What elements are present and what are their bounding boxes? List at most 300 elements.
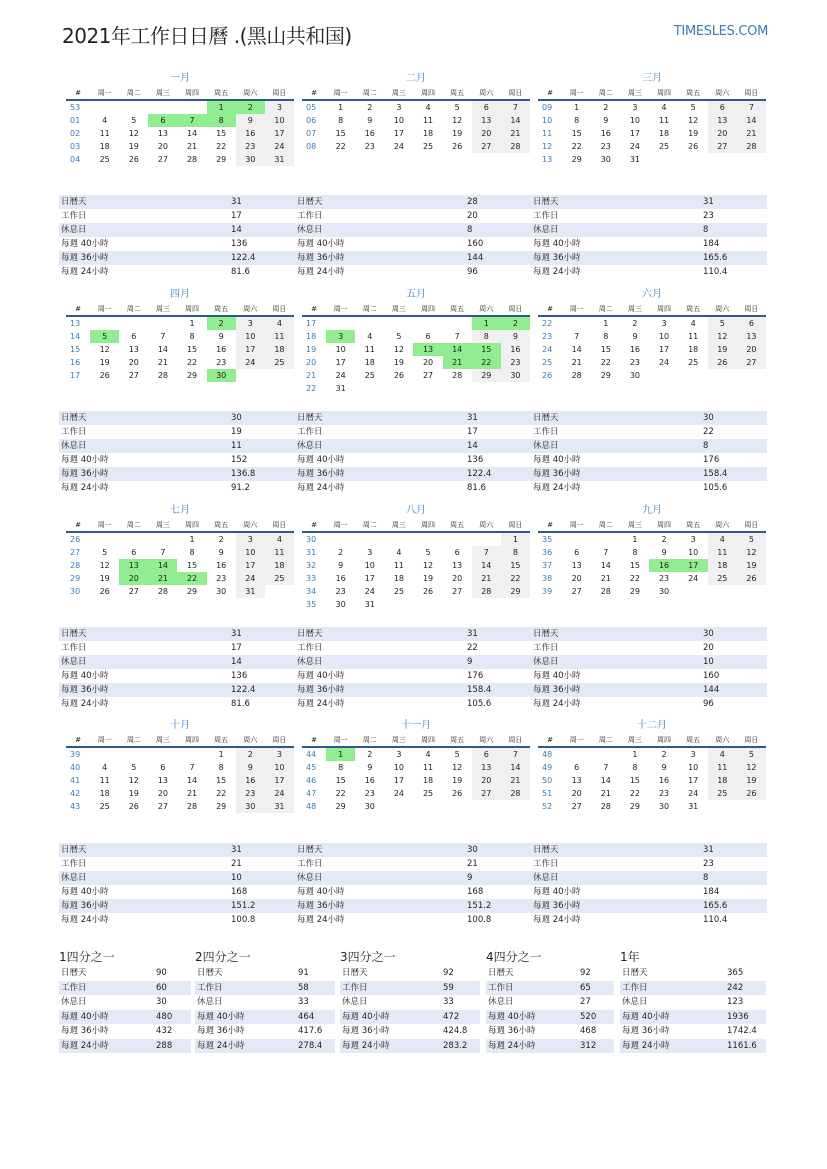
stat-row — [295, 209, 531, 223]
month-stats — [59, 627, 295, 711]
day-cell: 27 — [472, 787, 501, 800]
month-table — [538, 733, 766, 813]
day-cell: 31 — [364, 600, 375, 609]
quarter-title: 3四分之一 — [340, 950, 396, 964]
week-number: 43 — [70, 802, 81, 811]
day-cell: 11 — [99, 129, 110, 138]
stat-row — [295, 425, 531, 439]
day-cell: 17 — [364, 574, 375, 583]
month-title: 一月 — [170, 73, 190, 84]
day-cell: 4 — [661, 103, 667, 112]
stat-row — [340, 981, 480, 996]
stat-value: 242 — [727, 982, 744, 993]
stat-value: 432 — [156, 1026, 173, 1036]
day-cell: 16 — [658, 776, 670, 785]
week-number: 04 — [70, 155, 81, 164]
stat-value: 31 — [703, 197, 714, 207]
weekday-header: 周二 — [355, 733, 384, 747]
day-cell: 10 — [364, 561, 375, 570]
day-cell: 6 — [574, 763, 580, 772]
weekday-header: 周六 — [472, 86, 501, 100]
day-cell: 24 — [236, 356, 265, 369]
day-cell: 2 — [367, 750, 373, 759]
week-number: 17 — [70, 371, 81, 380]
day-cell: 27 — [128, 371, 139, 380]
stat-value: 81.6 — [231, 267, 250, 277]
stat-value: 123 — [727, 997, 744, 1007]
weekday-header: 周一 — [562, 518, 591, 532]
stat-label: 每週 40小時 — [533, 887, 581, 897]
stat-label: 每週 40小時 — [533, 671, 581, 681]
day-cell: 31 — [265, 153, 294, 166]
day-cell: 20 — [128, 358, 139, 367]
day-cell: 22 — [216, 789, 227, 798]
stat-label: 每週 36小時 — [197, 1026, 245, 1036]
week-row — [538, 572, 766, 585]
day-cell: 7 — [454, 332, 460, 341]
page-title: 2021年工作日日曆 .(黑山共和国) — [62, 24, 352, 48]
week-row — [302, 787, 530, 800]
week-number: 45 — [306, 763, 317, 772]
stat-value: 152 — [231, 455, 248, 465]
weekday-header: 周二 — [119, 302, 148, 316]
stat-value: 176 — [703, 455, 720, 465]
week-row — [302, 585, 530, 598]
day-cell: 6 — [131, 548, 137, 557]
stat-label: 日曆天 — [533, 413, 559, 423]
stat-row — [59, 453, 295, 467]
month-calendar — [66, 719, 294, 813]
quarter-title: 1年 — [620, 950, 640, 964]
stat-row — [295, 871, 531, 885]
week-row — [66, 114, 294, 127]
stat-label: 日曆天 — [297, 197, 323, 207]
week-row — [302, 330, 530, 343]
stat-value: 81.6 — [467, 483, 486, 493]
day-cell: 27 — [157, 802, 168, 811]
day-cell — [562, 747, 591, 761]
stat-value: 96 — [703, 699, 714, 709]
month-calendar — [66, 288, 294, 382]
day-cell — [737, 153, 766, 166]
stat-value: 31 — [231, 197, 242, 207]
stat-label: 每週 24小時 — [342, 1040, 390, 1051]
stat-row — [340, 995, 480, 1010]
stat-value: 136.8 — [231, 469, 256, 479]
stat-label: 每週 40小時 — [61, 671, 109, 681]
day-cell: 23 — [236, 787, 265, 800]
week-row — [538, 559, 766, 572]
stat-label: 每週 36小時 — [488, 1026, 536, 1036]
stat-label: 每週 36小時 — [622, 1026, 670, 1036]
stat-label: 日曆天 — [533, 629, 559, 639]
weekday-header: # — [302, 86, 326, 100]
stat-row — [295, 453, 531, 467]
week-number: 19 — [306, 345, 317, 354]
week-row — [538, 585, 766, 598]
week-number: 34 — [306, 587, 317, 596]
day-cell: 8 — [574, 116, 580, 125]
stat-label: 每週 24小時 — [297, 699, 345, 709]
day-cell: 25 — [422, 142, 434, 151]
week-number: 47 — [306, 789, 317, 798]
day-cell: 29 — [571, 155, 582, 164]
weekday-header: 周三 — [620, 302, 649, 316]
stat-row — [531, 265, 767, 279]
stat-value: 136 — [231, 671, 248, 681]
day-cell: 18 — [422, 776, 434, 785]
stat-row — [295, 683, 531, 697]
week-row — [302, 316, 530, 330]
week-row — [302, 369, 530, 382]
week-row — [538, 747, 766, 761]
weekday-header: 周一 — [326, 733, 355, 747]
week-row — [538, 774, 766, 787]
day-cell: 22 — [186, 358, 198, 367]
day-cell: 24 — [393, 142, 404, 151]
day-cell: 6 — [148, 114, 177, 127]
week-number: 50 — [542, 776, 553, 785]
day-cell: 6 — [708, 100, 737, 114]
day-cell — [384, 532, 413, 546]
day-cell: 23 — [236, 140, 265, 153]
weekday-header: 周日 — [265, 86, 294, 100]
day-cell: 24 — [393, 789, 404, 798]
day-cell: 2 — [501, 316, 530, 330]
day-cell: 6 — [737, 316, 766, 330]
day-cell: 17 — [265, 774, 294, 787]
day-cell: 20 — [157, 789, 168, 798]
day-cell: 1 — [189, 535, 195, 544]
week-number: 36 — [542, 548, 553, 557]
month-calendar — [302, 504, 530, 611]
day-cell: 15 — [600, 345, 611, 354]
day-cell: 2 — [632, 319, 638, 328]
day-cell: 28 — [157, 587, 168, 596]
day-cell — [708, 369, 737, 382]
stat-label: 每週 36小時 — [533, 253, 581, 263]
stat-row — [59, 913, 295, 927]
stat-value: 92 — [580, 968, 591, 978]
stat-row — [59, 195, 295, 209]
week-number: 26 — [542, 371, 553, 380]
day-cell: 10 — [393, 763, 404, 772]
stat-value: 23 — [703, 211, 714, 221]
quarter-block — [195, 948, 335, 1053]
day-cell: 15 — [216, 776, 227, 785]
stat-row — [59, 265, 295, 279]
day-cell: 4 — [396, 548, 402, 557]
stat-row — [295, 223, 531, 237]
stat-label: 每週 36小時 — [533, 685, 581, 695]
day-cell: 26 — [737, 787, 766, 800]
stat-value: 278.4 — [298, 1040, 323, 1051]
day-cell — [90, 747, 119, 761]
day-cell: 12 — [99, 345, 110, 354]
day-cell: 8 — [472, 330, 501, 343]
week-number: 11 — [542, 129, 553, 138]
day-cell: 23 — [364, 789, 375, 798]
weekday-header: 周六 — [708, 518, 737, 532]
day-cell — [413, 800, 442, 813]
day-cell: 6 — [574, 548, 580, 557]
stat-label: 休息日 — [61, 873, 87, 883]
day-cell: 11 — [99, 776, 110, 785]
stat-value: 30 — [703, 629, 714, 639]
week-number: 32 — [306, 561, 317, 570]
week-row — [66, 330, 294, 343]
stat-row — [295, 481, 531, 495]
weekday-header: 周六 — [236, 302, 265, 316]
stat-row — [340, 1024, 480, 1039]
week-number: 48 — [306, 802, 317, 811]
week-row — [66, 546, 294, 559]
day-cell: 30 — [236, 800, 265, 813]
weekday-header: 周四 — [177, 302, 206, 316]
stat-row — [59, 209, 295, 223]
day-cell: 3 — [690, 750, 696, 759]
day-cell: 20 — [571, 574, 582, 583]
day-cell — [679, 153, 708, 166]
day-cell: 31 — [629, 155, 640, 164]
day-cell: 2 — [207, 316, 236, 330]
week-number: 53 — [70, 103, 81, 112]
weekday-header: 周四 — [177, 518, 206, 532]
day-cell: 19 — [737, 559, 766, 572]
stat-value: 105.6 — [703, 483, 728, 493]
weekday-header: 周五 — [207, 86, 236, 100]
week-row — [66, 356, 294, 369]
day-cell — [148, 100, 177, 114]
stat-row — [59, 1039, 191, 1054]
day-cell — [737, 800, 766, 813]
month-table — [302, 302, 530, 395]
weekday-header: 周五 — [207, 733, 236, 747]
day-cell: 12 — [452, 116, 463, 125]
stat-row — [340, 1010, 480, 1025]
week-number: 51 — [542, 789, 553, 798]
day-cell: 29 — [335, 802, 346, 811]
stat-value: 30 — [703, 413, 714, 423]
month-calendar — [538, 288, 766, 382]
week-number: 14 — [70, 332, 81, 341]
stat-row — [531, 425, 767, 439]
stat-value: 59 — [443, 982, 454, 993]
stat-label: 日曆天 — [61, 845, 87, 855]
stat-value: 9 — [467, 657, 473, 667]
day-cell: 26 — [128, 802, 139, 811]
day-cell: 18 — [422, 129, 434, 138]
day-cell: 21 — [186, 789, 198, 798]
stat-value: 288 — [156, 1040, 173, 1051]
day-cell: 16 — [629, 345, 640, 354]
stat-value: 8 — [703, 225, 709, 235]
week-number: 22 — [306, 384, 317, 393]
stat-value: 122.4 — [467, 469, 492, 479]
stat-value: 65 — [580, 982, 591, 993]
day-cell: 25 — [364, 371, 375, 380]
day-cell: 26 — [452, 142, 463, 151]
stat-label: 工作日 — [533, 211, 559, 221]
weekday-header: 周四 — [413, 302, 442, 316]
brand-link[interactable]: TIMESLES.COM — [673, 24, 768, 39]
stat-row — [620, 966, 766, 981]
weekday-header: 周四 — [413, 518, 442, 532]
day-cell — [443, 316, 472, 330]
week-row — [302, 800, 530, 813]
stat-value: 23 — [703, 859, 714, 869]
stat-row — [340, 966, 480, 981]
week-row — [538, 369, 766, 382]
day-cell: 6 — [131, 332, 137, 341]
stat-value: 165.6 — [703, 901, 728, 911]
day-cell: 30 — [629, 371, 640, 380]
day-cell — [591, 747, 620, 761]
week-number: 09 — [542, 103, 553, 112]
week-number: 27 — [70, 548, 81, 557]
day-cell: 27 — [472, 140, 501, 153]
month-title: 九月 — [642, 505, 662, 516]
stat-label: 日曆天 — [297, 413, 323, 423]
month-table — [66, 86, 294, 166]
week-row — [302, 140, 530, 153]
day-cell: 8 — [338, 116, 344, 125]
stat-row — [295, 627, 531, 641]
week-row — [538, 532, 766, 546]
day-cell — [119, 100, 148, 114]
day-cell: 9 — [661, 763, 667, 772]
week-number: 52 — [542, 802, 553, 811]
week-row — [66, 153, 294, 166]
stat-value: 122.4 — [231, 253, 256, 263]
day-cell: 11 — [265, 330, 294, 343]
stat-row — [295, 439, 531, 453]
month-title: 八月 — [406, 505, 426, 516]
day-cell: 7 — [574, 332, 580, 341]
stat-value: 10 — [231, 873, 242, 883]
day-cell: 6 — [425, 332, 431, 341]
weekday-header: 周日 — [737, 733, 766, 747]
month-table — [538, 302, 766, 382]
day-cell: 5 — [454, 750, 460, 759]
stat-label: 休息日 — [297, 441, 323, 451]
day-cell: 28 — [600, 587, 611, 596]
weekday-header: # — [66, 733, 90, 747]
weekday-header: 周日 — [265, 518, 294, 532]
day-cell: 10 — [335, 345, 346, 354]
day-cell: 21 — [600, 574, 611, 583]
weekday-header: 周三 — [148, 302, 177, 316]
stat-label: 工作日 — [533, 427, 559, 437]
day-cell: 23 — [364, 142, 375, 151]
weekday-header: 周五 — [679, 733, 708, 747]
day-cell — [649, 369, 678, 382]
month-title: 二月 — [406, 73, 426, 84]
day-cell: 21 — [157, 358, 168, 367]
stat-value: 122.4 — [231, 685, 256, 695]
stat-value: 365 — [727, 968, 744, 978]
day-cell: 5 — [737, 747, 766, 761]
day-cell: 13 — [571, 561, 582, 570]
stat-value: 168 — [231, 887, 248, 897]
day-cell: 29 — [186, 371, 198, 380]
stat-row — [195, 981, 335, 996]
weekday-header: 周日 — [737, 518, 766, 532]
day-cell — [443, 382, 472, 395]
day-cell — [413, 532, 442, 546]
day-cell: 19 — [422, 574, 434, 583]
day-cell: 3 — [265, 100, 294, 114]
month-stats — [295, 411, 531, 495]
stat-row — [59, 411, 295, 425]
stat-value: 8 — [703, 873, 709, 883]
day-cell: 7 — [160, 548, 166, 557]
month-table — [538, 86, 766, 166]
stat-row — [59, 223, 295, 237]
week-row — [66, 747, 294, 761]
stat-row — [59, 669, 295, 683]
day-cell: 30 — [364, 802, 375, 811]
weekday-header: 周四 — [649, 733, 678, 747]
day-cell — [708, 585, 737, 598]
day-cell: 15 — [629, 561, 640, 570]
stat-label: 工作日 — [61, 427, 87, 437]
day-cell: 9 — [236, 761, 265, 774]
stat-label: 休息日 — [297, 873, 323, 883]
month-stats — [295, 843, 531, 927]
stat-label: 每週 24小時 — [61, 1040, 109, 1051]
day-cell: 24 — [265, 140, 294, 153]
stat-value: 136 — [231, 239, 248, 249]
stat-row — [531, 683, 767, 697]
stat-label: 每週 36小時 — [533, 469, 581, 479]
day-cell — [177, 100, 206, 114]
day-cell: 14 — [600, 561, 611, 570]
day-cell: 24 — [265, 787, 294, 800]
day-cell: 28 — [186, 802, 198, 811]
day-cell: 26 — [737, 572, 766, 585]
stat-label: 每週 40小時 — [622, 1011, 670, 1022]
stat-value: 60 — [156, 982, 167, 993]
day-cell: 5 — [396, 332, 402, 341]
stat-value: 312 — [580, 1040, 597, 1051]
day-cell: 16 — [600, 129, 611, 138]
stat-value: 22 — [467, 643, 478, 653]
day-cell: 12 — [737, 761, 766, 774]
stat-label: 工作日 — [197, 982, 223, 993]
day-cell — [326, 532, 355, 546]
day-cell: 29 — [216, 155, 227, 164]
stat-value: 8 — [467, 225, 473, 235]
weekday-header: 周五 — [443, 733, 472, 747]
stat-label: 休息日 — [342, 997, 368, 1007]
weekday-header: 周二 — [591, 518, 620, 532]
stat-row — [531, 195, 767, 209]
day-cell: 5 — [737, 532, 766, 546]
day-cell: 28 — [600, 802, 611, 811]
day-cell: 12 — [688, 116, 699, 125]
stat-label: 每週 24小時 — [297, 267, 345, 277]
day-cell: 26 — [688, 142, 699, 151]
day-cell: 10 — [658, 332, 670, 341]
stat-label: 日曆天 — [488, 968, 514, 978]
day-cell — [501, 598, 530, 611]
week-row — [538, 100, 766, 114]
week-number: 46 — [306, 776, 317, 785]
weekday-header: 周日 — [265, 302, 294, 316]
stat-row — [195, 966, 335, 981]
day-cell: 23 — [629, 358, 640, 367]
